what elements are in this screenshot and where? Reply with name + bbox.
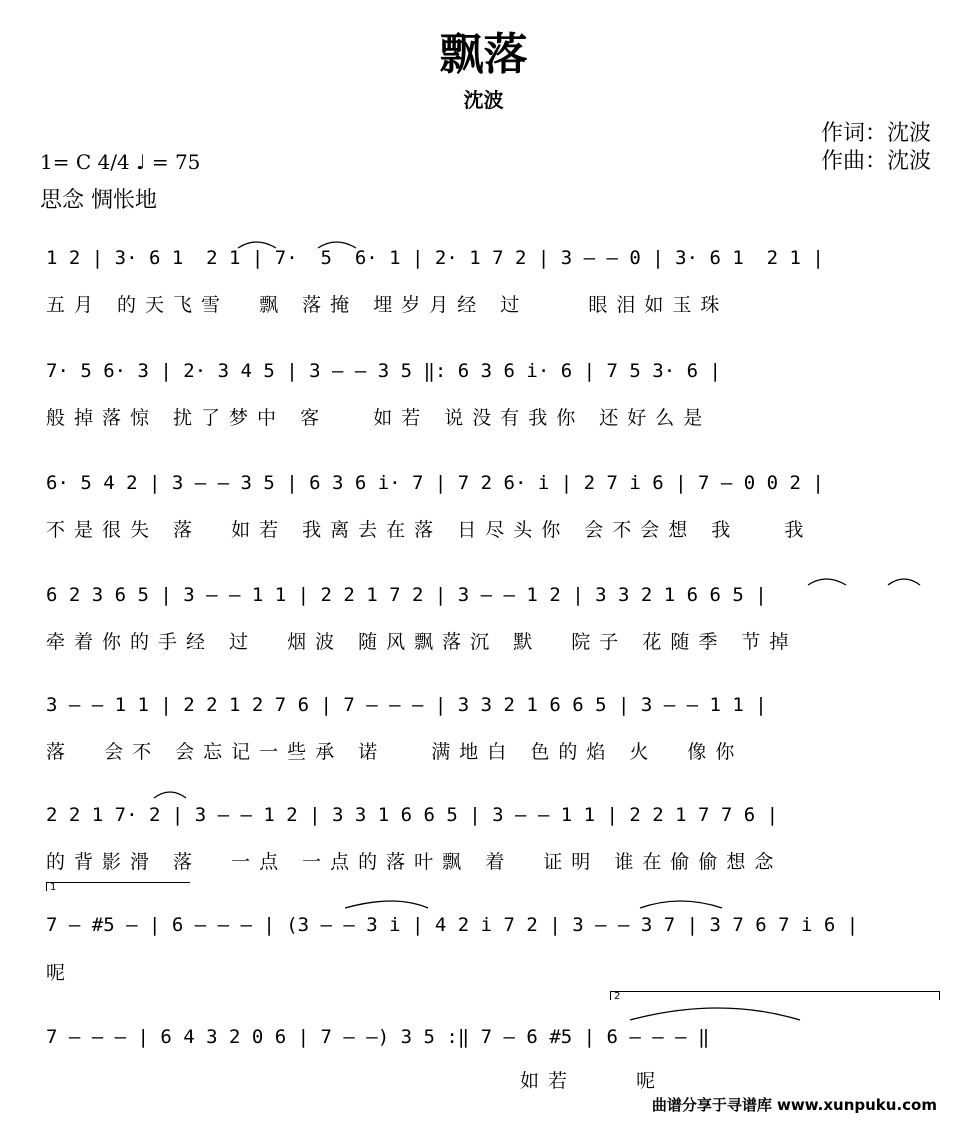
slur-row1-a	[238, 242, 276, 248]
slur-row1-b	[318, 242, 356, 248]
slur-row4-a	[808, 579, 846, 585]
slur-row7-b	[640, 901, 722, 908]
lyrics-row-5: 落 会不 会忘记一些承 诺 满地白 色的焰 火 像你	[46, 741, 744, 763]
slur-row7-a	[345, 901, 428, 908]
notes-row-4: 6 2 3 6 5 | 3 – – 1 1 | 2 2 1 7 2 | 3 – – 1 2 | 3 3 2 1 6 6 5 |	[46, 584, 767, 606]
lyrics-row-3: 不是很失 落 如若 我离去在落 日尽头你 会不会想 我 我	[46, 519, 813, 541]
lyrics-row-2: 般掉落惊 扰了梦中 客 如若 说没有我你 还好么是	[46, 407, 712, 429]
score-title: 飘落	[439, 29, 528, 80]
key-tempo: 1= C 4/4 ♩ = 75	[40, 150, 201, 174]
lyricist-credit: 作词：沈波	[820, 121, 931, 146]
lyrics-row-1: 五月 的天飞雪 飘 落掩 埋岁月经 过 眼泪如玉珠	[46, 294, 729, 316]
score-subtitle: 沈波	[463, 88, 504, 112]
notes-row-5: 3 – – 1 1 | 2 2 1 2 7 6 | 7 – – – | 3 3 2 1 6 6 5 | 3 – – 1 1 |	[46, 694, 767, 716]
slur-row4-b	[888, 579, 920, 585]
notes-row-7: 7 – #5 – | 6 – – – | (3 – – 3 i | 4 2 i 7 2 | 3 – – 3 7 | 3 7 6 7 i 6 |	[46, 914, 859, 936]
notes-row-2: 7· 5 6· 3 | 2· 3 4 5 | 3 – – 3 5 ‖: 6 3 6 i· 6 | 7 5 3· 6 |	[46, 360, 721, 382]
slur-row8	[630, 1008, 800, 1020]
notes-row-6: 2 2 1 7· 2 | 3 – – 1 2 | 3 3 1 6 6 5 | 3 – – 1 1 | 2 2 1 7 7 6 |	[46, 804, 779, 826]
notes-row-1: 1 2 | 3· 6 1 2 1 | 7· 5 6· 1 | 2· 1 7 2 | 3 – – 0 | 3· 6 1 2 1 |	[46, 247, 824, 269]
source-footer: 曲谱分享于寻谱库 www.xunpuku.com	[651, 1096, 937, 1114]
composer-credit: 作曲：沈波	[820, 149, 931, 174]
mood-marking: 思念 惆怅地	[40, 188, 157, 213]
volta-first-ending: 1	[46, 882, 190, 891]
notes-row-3: 6· 5 4 2 | 3 – – 3 5 | 6 3 6 i· 7 | 7 2 6· i | 2 7 i 6 | 7 – 0 0 2 |	[46, 472, 824, 494]
lyrics-row-8: 如若 呢	[520, 1070, 665, 1092]
slur-row6	[154, 792, 186, 798]
notes-row-8: 7 – – – | 6 4 3 2 0 6 | 7 – –) 3 5 :‖ 7 – 6 #5 | 6 – – – ‖	[46, 1026, 710, 1048]
lyrics-row-4: 牵着你的手经 过 烟波 随风飘落沉 默 院子 花随季 节掉	[46, 631, 798, 653]
lyrics-row-6: 的背影滑 落 一点 一点的落叶飘 着 证明 谁在偷偷想念	[46, 851, 783, 873]
lyrics-row-7: 呢	[46, 962, 75, 984]
volta-second-ending: 2	[610, 991, 940, 1000]
